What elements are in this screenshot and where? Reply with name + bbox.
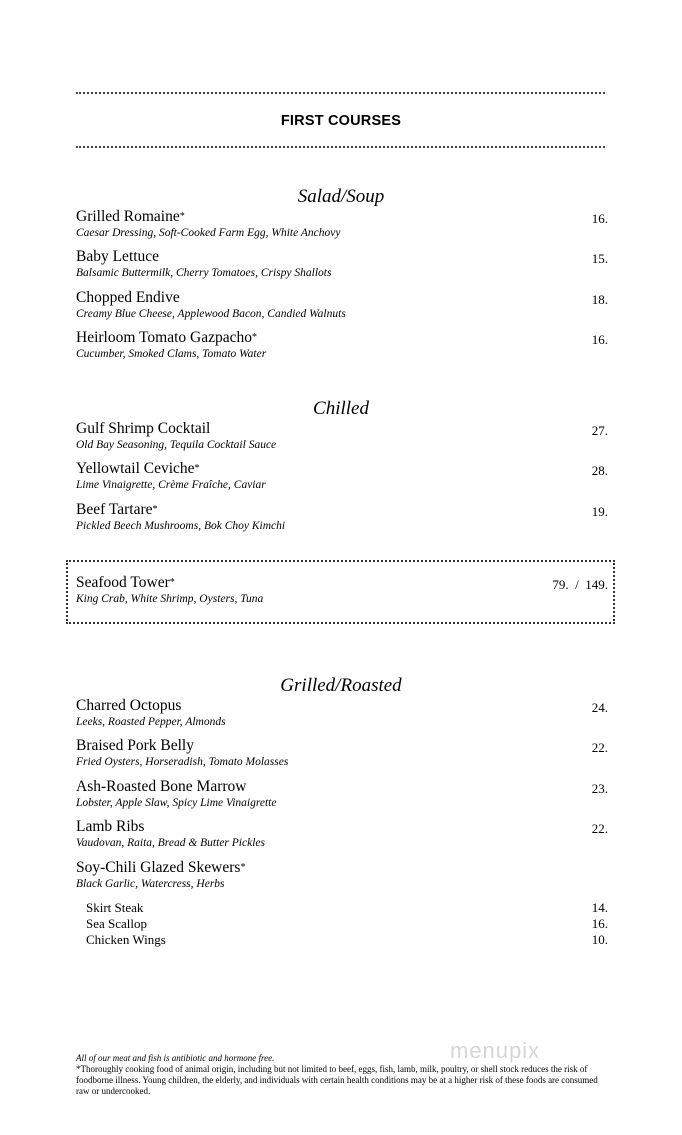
item-name: Chopped Endive [76, 289, 180, 306]
item-description: Balsamic Buttermilk, Cherry Tomatoes, Crispy Shallots [76, 267, 332, 279]
star-marker: * [169, 577, 175, 588]
item-description: Old Bay Seasoning, Tequila Cocktail Sauce [76, 439, 277, 451]
item-price: 15. [591, 251, 608, 266]
star-marker: * [251, 332, 257, 343]
option-price: 16. [591, 916, 608, 931]
item-price: 18. [591, 292, 608, 307]
menu-item-ash-roasted-bone-marrow [76, 778, 608, 816]
item-price: 22. [591, 740, 608, 755]
item-name: Lamb Ribs [76, 818, 145, 835]
item-price: 19. [591, 504, 608, 519]
menu-item-yellowtail-ceviche [76, 460, 608, 498]
item-description: Pickled Beech Mushrooms, Bok Choy Kimchi [76, 520, 286, 532]
item-name: Yellowtail Ceviche* [76, 460, 200, 477]
footnote-consumer-advisory: *Thoroughly cooking food of animal origin, including but not limited to beef, eggs, fish, lamb, milk, poultry, or shell stock reduces the risk of foodborne illness. Young children, the elderly, and individuals with certain health conditions may be at a higher risk of these foods are consumed raw or undercooked. [76, 1064, 598, 1096]
item-description: Caesar Dressing, Soft-Cooked Farm Egg, White Anchovy [76, 227, 341, 239]
item-price: 27. [591, 423, 608, 438]
item-price: 23. [591, 781, 608, 796]
item-name: Heirloom Tomato Gazpacho* [76, 329, 257, 346]
skewer-option-chicken-wings [86, 932, 608, 948]
menu-item-charred-octopus [76, 697, 608, 735]
item-name: Baby Lettuce [76, 248, 160, 265]
option-price: 10. [591, 932, 608, 947]
item-description: Leeks, Roasted Pepper, Almonds [76, 716, 226, 728]
skewer-option-skirt-steak [86, 900, 608, 916]
item-name: Gulf Shrimp Cocktail [76, 420, 211, 437]
menu-item-heirloom-tomato-gazpacho [76, 329, 608, 367]
option-name: Skirt Steak [86, 900, 144, 915]
menu-item-gulf-shrimp-cocktail [76, 420, 608, 458]
item-price: 28. [591, 463, 608, 478]
menu-item-lamb-ribs [76, 818, 608, 856]
item-price: 24. [591, 700, 608, 715]
menu-item-seafood-tower [76, 574, 608, 612]
item-price: 16. [591, 332, 608, 347]
item-price: 22. [591, 821, 608, 836]
item-name: Beef Tartare* [76, 501, 158, 518]
skewer-option-sea-scallop [86, 916, 608, 932]
option-name: Chicken Wings [86, 932, 166, 947]
item-description: Fried Oysters, Horseradish, Tomato Molasses [76, 756, 289, 768]
item-description: Lime Vinaigrette, Crème Fraîche, Caviar [76, 479, 266, 491]
menupix-watermark: menupix [450, 1038, 541, 1063]
section-title-grilled-roasted: Grilled/Roasted [280, 675, 402, 696]
item-name: Grilled Romaine* [76, 208, 185, 225]
menu-item-beef-tartare [76, 501, 608, 539]
item-description: Black Garlic, Watercress, Herbs [76, 878, 225, 890]
star-marker: * [240, 862, 246, 873]
item-description: King Crab, White Shrimp, Oysters, Tuna [76, 593, 264, 605]
star-marker: * [152, 504, 158, 515]
item-name: Seafood Tower* [76, 574, 175, 591]
item-name: Ash-Roasted Bone Marrow [76, 778, 247, 795]
menu-item-baby-lettuce [76, 248, 608, 286]
top-divider-upper [76, 92, 605, 94]
star-marker: * [179, 211, 185, 222]
item-price: 79. / 149. [552, 577, 608, 592]
option-price: 14. [591, 900, 608, 915]
item-name: Soy-Chili Glazed Skewers* [76, 859, 246, 876]
item-name: Charred Octopus [76, 697, 182, 714]
section-title-chilled: Chilled [313, 398, 369, 419]
top-divider-lower [76, 146, 605, 148]
page-title: FIRST COURSES [280, 113, 402, 129]
item-price: 16. [591, 211, 608, 226]
item-description: Cucumber, Smoked Clams, Tomato Water [76, 348, 267, 360]
footnote [76, 1053, 606, 1097]
item-description: Vaudovan, Raita, Bread & Butter Pickles [76, 837, 265, 849]
section-title-salad-soup: Salad/Soup [297, 186, 385, 207]
option-name: Sea Scallop [86, 916, 148, 931]
menu-item-soy-chili-glazed-skewers [76, 859, 608, 897]
footnote-antibiotic: All of our meat and fish is antibiotic and hormone free. [76, 1053, 275, 1063]
star-marker: * [194, 463, 200, 474]
item-name: Braised Pork Belly [76, 737, 194, 754]
menu-item-chopped-endive [76, 289, 608, 327]
item-description: Creamy Blue Cheese, Applewood Bacon, Candied Walnuts [76, 308, 346, 320]
menu-item-braised-pork-belly [76, 737, 608, 775]
menu-item-grilled-romaine [76, 208, 608, 246]
item-description: Lobster, Apple Slaw, Spicy Lime Vinaigrette [76, 797, 277, 809]
